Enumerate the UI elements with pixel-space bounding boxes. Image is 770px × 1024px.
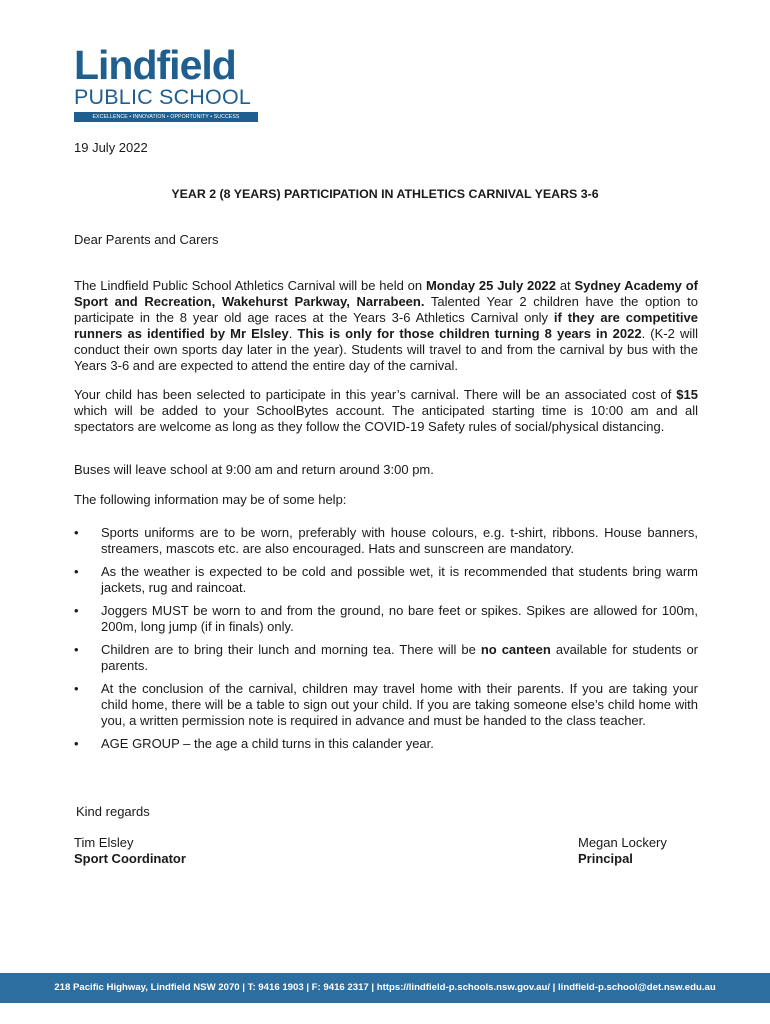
list-item-text: Joggers MUST be worn to and from the ground, no bare feet or spikes. Spikes are allowed for 100m, 200m, long jump (if in finals) only. [101,603,698,634]
salutation: Dear Parents and Carers [74,232,219,247]
list-item [74,736,698,752]
list-item-text: Children are to bring their lunch and morning tea. There will be [101,642,481,657]
carnival-date: Monday 25 July 2022 [425,278,556,293]
closing: Kind regards [76,804,150,819]
signature-principal [578,835,667,867]
bullet-icon: • [74,564,79,579]
info-list [74,525,698,759]
paragraph-info-intro: The following information may be of some help: [74,492,347,507]
text: The Lindfield Public School Athletics Carnival will be held on [74,278,426,293]
paragraph-cost [74,387,698,435]
school-logo [74,44,258,122]
letter-heading: YEAR 2 (8 YEARS) PARTICIPATION IN ATHLETICS CARNIVAL YEARS 3-6 [171,187,599,201]
eligibility-note: if they are competitive runners as identified by Mr Elsley [74,310,698,341]
paragraph-buses: Buses will leave school at 9:00 am and return around 3:00 pm. [74,462,434,477]
list-item [74,642,698,674]
footer-contact-bar: 218 Pacific Highway, Lindfield NSW 2070 | T: 9416 1903 | F: 9416 2317 | https://lindfield-p.schools.nsw.gov.au/ | lindfield-p.school@det.nsw.edu.au [0,973,770,1003]
bullet-icon: • [74,603,79,618]
bullet-icon: • [74,642,79,657]
cost-amount: $15 [676,387,698,402]
letter-date: 19 July 2022 [74,140,148,155]
list-item-text: At the conclusion of the carnival, children may travel home with their parents. If you are taking your child home, there will be a table to sign out your child. If you are taking someone else’s child home with you, a written permission note is required in advance and must be handed to the class teacher. [101,681,698,728]
no-canteen: no canteen [480,642,551,657]
text: Your child has been selected to participate in this year’s carnival. There will be an associated cost of [74,387,677,402]
list-item-text: As the weather is expected to be cold and possible wet, it is recommended that students bring warm jackets, rug and raincoat. [101,564,698,595]
carnival-venue: Sydney Academy of Sport and Recreation, Wakehurst Parkway, Narrabeen. [74,278,699,309]
list-item-text: AGE GROUP – the age a child turns in this calander year. [101,736,434,751]
text: which will be added to your SchoolBytes account. The anticipated starting time is 10:00 am and all spectators are welcome as long as they follow the COVID-19 Safety rules of social/physical distancing. [74,403,698,434]
list-item-text: Sports uniforms are to be worn, preferably with house colours, e.g. t-shirt, ribbons. House banners, streamers, mascots etc. are also encouraged. Hats and sunscreen are mandatory. [101,525,698,556]
list-item-text: available for students or parents. [101,642,699,673]
text: . [288,326,298,341]
list-item [74,564,698,596]
list-item [74,525,698,557]
text: Talented Year 2 children have the option to participate in the 8 year old age races at the Years 3-6 Athletics Carnival only [74,294,698,325]
bullet-icon: • [74,525,79,540]
list-item [74,603,698,635]
signatory-name: Megan Lockery [578,835,667,850]
logo-name: Lindfield [74,42,236,88]
list-item [74,681,698,729]
age-note: This is only for those children turning 8 years in 2022 [297,326,642,341]
text: . (K-2 will conduct their own sports day later in the year). Students will travel to and from the carnival by bus with the Years 3-6 and are expected to attend the entire day of the carnival. [74,326,698,373]
signatory-name: Tim Elsley [74,835,134,850]
bullet-icon: • [74,736,79,751]
signatory-role: Principal [578,851,633,866]
text: at [555,278,575,293]
paragraph-carnival-details [74,278,698,374]
logo-tagline: EXCELLENCE • INNOVATION • OPPORTUNITY • SUCCESS [74,112,258,122]
bullet-icon: • [74,681,79,696]
logo-subtitle: PUBLIC SCHOOL [74,85,252,109]
signatory-role: Sport Coordinator [74,851,186,866]
signature-sport-coordinator [74,835,186,867]
